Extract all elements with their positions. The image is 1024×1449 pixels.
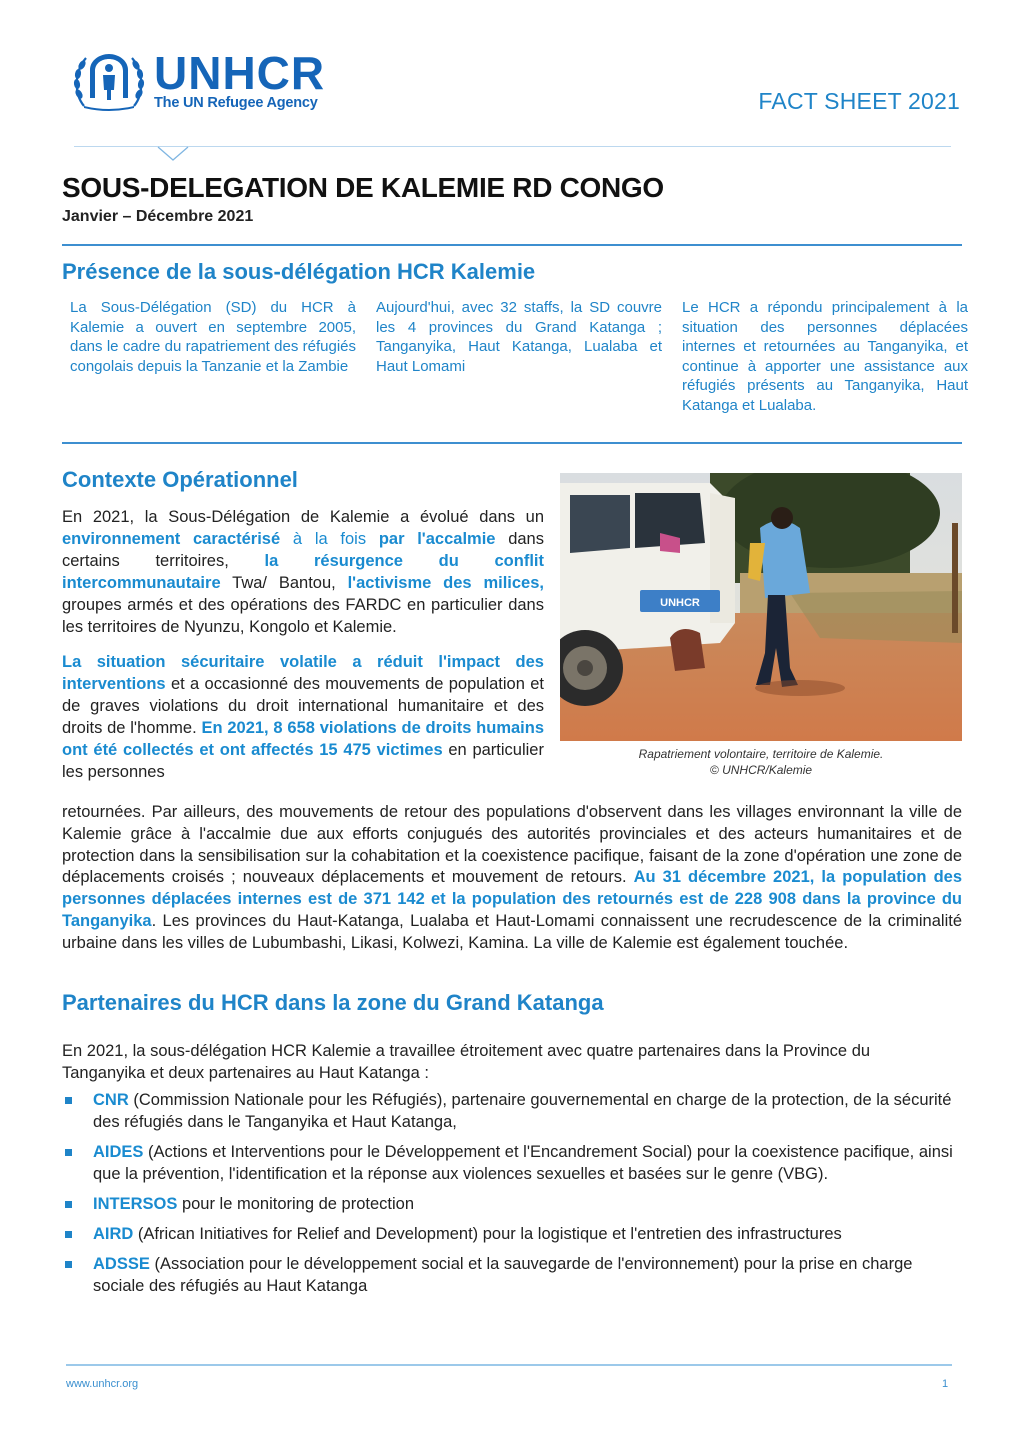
photo-caption	[560, 746, 962, 778]
section-divider	[62, 244, 962, 246]
text-run: En 2021, la Sous-Délégation de Kalemie a évolué dans un	[62, 508, 544, 526]
contexte-paragraph-3	[62, 802, 962, 955]
photo-image	[560, 473, 962, 741]
contexte-heading: Contexte Opérationnel	[62, 467, 298, 492]
highlight-run: l'activisme des milices,	[347, 574, 544, 592]
section-divider	[62, 442, 962, 444]
footer-website-link[interactable]: www.unhcr.org	[66, 1378, 139, 1390]
highlight-run: par l'accalmie	[378, 530, 496, 548]
text-run: retournées. Par ailleurs, des mouvements de retour des populations d'observent dans les villages environnant la ville de Kalemie grâce à l'accalmie due aux efforts conjugués des autorités provinciales et des acteurs humanitaires et de protection dans la sensibilisation sur la cohabitation et la coexistence pacifique, faisant de la zone d'opération une zone de déplacements croisés ; nouveaux déplacements et mouvement de retours.	[62, 803, 962, 887]
page-title: SOUS-DELEGATION DE KALEMIE RD CONGO	[62, 172, 664, 203]
text-run: groupes armés et des opérations des FARDC en particulier dans les territoires de Nyunzu, Kongolo et Kalemie.	[62, 596, 544, 636]
bullet-icon	[65, 1261, 72, 1268]
vehicle-unhcr-label: UNHCR	[660, 597, 700, 609]
header-divider	[74, 146, 951, 147]
text-run: et a occasionné des mouvements de population et de graves violations du droit international humanitaire et des droits de l'homme.	[62, 675, 544, 737]
highlight-run: La situation sécuritaire volatile a réduit l'impact des interventions	[62, 653, 544, 693]
bullet-icon	[65, 1231, 72, 1238]
partners-list	[62, 1089, 962, 1305]
page-number: 1	[942, 1378, 949, 1390]
chevron-down-icon	[157, 146, 189, 162]
logo-tagline: The UN Refugee Agency	[154, 95, 318, 111]
partners-heading: Partenaires du HCR dans la zone du Grand Katanga	[62, 990, 604, 1015]
photo-credit: © UNHCR/Kalemie	[709, 763, 813, 777]
unhcr-logo	[70, 46, 350, 116]
fact-sheet-label: FACT SHEET 2021	[758, 88, 960, 114]
partner-item	[62, 1223, 962, 1245]
partner-acronym: AIRD	[93, 1225, 134, 1243]
presence-column-2: Aujourd'hui, avec 32 staffs, la SD couvre les 4 provinces du Grand Katanga ; Tanganyika, Haut Katanga, Lualaba et Haut Lomami	[376, 299, 662, 375]
highlight-run: En 2021, 8 658 violations de droits humains ont été collectés et ont affectés 15 475 victimes	[62, 719, 545, 759]
highlight-run: la résurgence du conflit intercommunautaire	[62, 552, 545, 592]
highlight-run: Au 31 décembre 2021, la population des personnes déplacées internes est de 371 142 et la population des retournés est de 228 908 dans la province du Tanganyika	[62, 868, 962, 930]
partner-item	[62, 1089, 962, 1133]
page-subtitle: Janvier – Décembre 2021	[62, 208, 254, 225]
partner-acronym: AIDES	[93, 1143, 144, 1161]
contexte-paragraph-2	[62, 651, 544, 783]
text-run: . Les provinces du Haut-Katanga, Lualaba et Haut-Lomami connaissent une recrudescence de la criminalité urbaine dans les villes de Lubumbashi, Likasi, Kolwezi, Kamina. La ville de Kalemie est également touchée.	[62, 911, 962, 952]
contexte-text	[62, 506, 544, 796]
bullet-icon	[65, 1201, 72, 1208]
partner-acronym: ADSSE	[93, 1255, 150, 1273]
text-run: en particulier les personnes	[62, 741, 544, 781]
unhcr-emblem-icon	[70, 48, 148, 114]
partner-description: (Actions et Interventions pour le Développement et l'Encandrement Social) pour la coexistence pacifique, ainsi que la prévention, l'identification et la réponse aux violences sexuelles et basées sur le genre (VBG).	[93, 1143, 953, 1183]
logo-wordmark: UNHCR	[154, 47, 326, 99]
bullet-icon	[65, 1097, 72, 1104]
partner-item	[62, 1193, 962, 1215]
highlight-run: environnement caractérisé	[62, 530, 281, 548]
partner-description: pour le monitoring de protection	[177, 1195, 414, 1213]
partners-intro: En 2021, la sous-délégation HCR Kalemie a travaillee étroitement avec quatre partenaires dans la Province du Tanganyika et deux partenaires au Haut Katanga :	[62, 1042, 871, 1082]
partner-description: (Association pour le développement social et la sauvegarde de l'environnement) pour la prise en charge sociale des réfugiés au Haut Katanga	[93, 1255, 913, 1295]
partner-acronym: INTERSOS	[93, 1195, 178, 1213]
partner-description: (African Initiatives for Relief and Development) pour la logistique et l'entretien des infrastructures	[133, 1225, 842, 1243]
footer-divider	[66, 1364, 952, 1366]
partner-item	[62, 1141, 962, 1185]
partner-description: (Commission Nationale pour les Réfugiés), partenaire gouvernemental en charge de la protection, de la sécurité des réfugiés dans le Tanganyika et Haut Katanga,	[93, 1091, 952, 1131]
highlight-run: à la fois	[280, 530, 379, 548]
presence-column-1: La Sous-Délégation (SD) du HCR à Kalemie a ouvert en septembre 2005, dans le cadre du rapatriement des réfugiés congolais depuis la Tanzanie et la Zambie	[70, 299, 356, 375]
repatriation-photo	[560, 473, 962, 741]
presence-column-3: Le HCR a répondu principalement à la situation des personnes déplacées internes et retournées au Tanganyika, et continue à apporter une assistance aux réfugiés présents au Tanganyika, Haut Katanga et Lualaba.	[682, 299, 968, 414]
presence-columns	[70, 298, 968, 415]
presence-heading: Présence de la sous-délégation HCR Kalemie	[62, 259, 536, 284]
partner-acronym: CNR	[93, 1091, 129, 1109]
contexte-paragraph-1	[62, 506, 544, 638]
text-run: dans certains territoires,	[62, 530, 544, 570]
photo-caption-line-1: Rapatriement volontaire, territoire de Kalemie.	[638, 747, 884, 761]
partner-item	[62, 1253, 962, 1297]
bullet-icon	[65, 1149, 72, 1156]
text-run: Twa/ Bantou,	[220, 574, 348, 592]
